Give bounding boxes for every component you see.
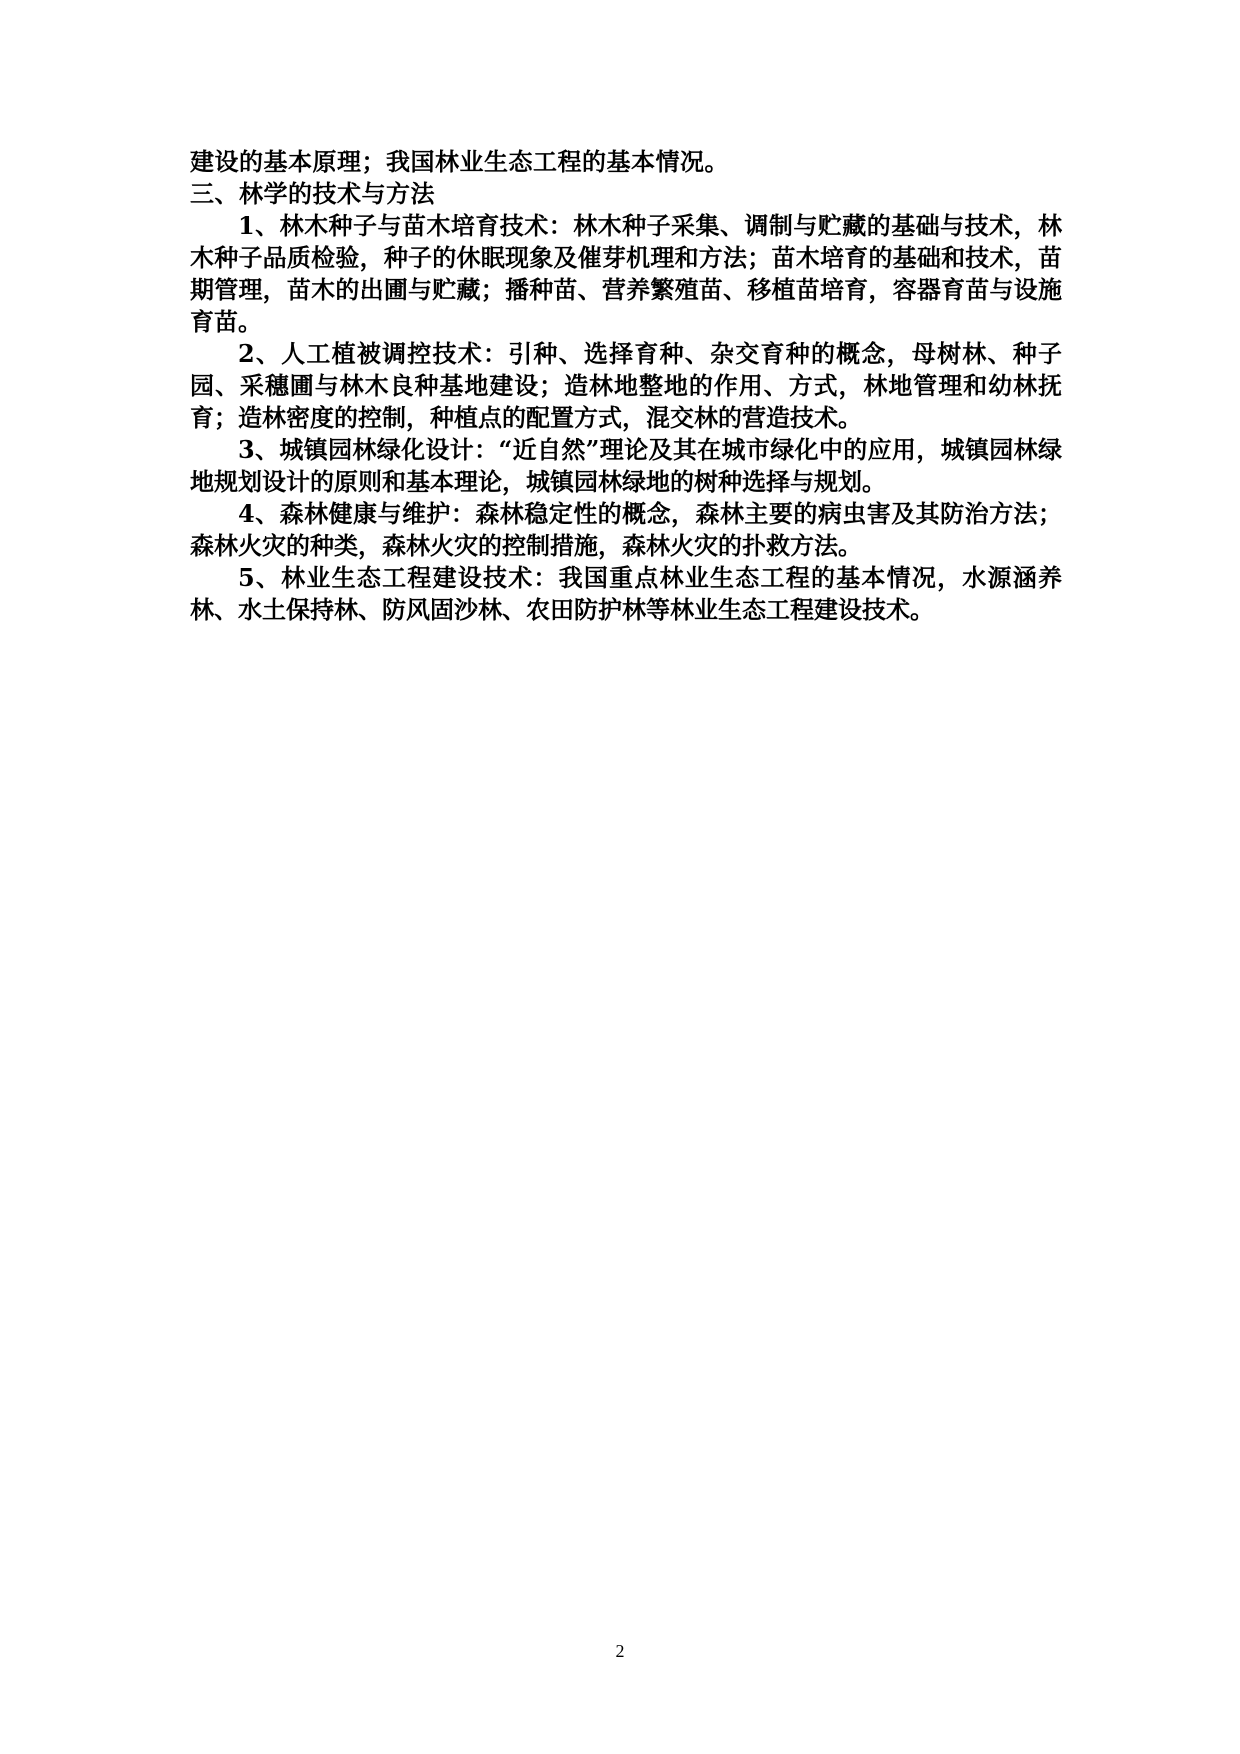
continuation-line: 建设的基本原理；我国林业生态工程的基本情况。	[190, 147, 729, 176]
paragraph-urban-greening: 3、城镇园林绿化设计：“近自然”理论及其在城市绿化中的应用，城镇园林绿地规划设计的原则和基本理论，城镇园林绿地的树种选择与规划。	[190, 435, 1062, 496]
paragraph-eco-engineering: 5、林业生态工程建设技术：我国重点林业生态工程的基本情况，水源涵养林、水土保持林、防风固沙林、农田防护林等林业生态工程建设技术。	[190, 563, 1062, 624]
paragraph-seed-seedling: 1、林木种子与苗木培育技术：林木种子采集、调制与贮藏的基础与技术，林木种子品质检验，种子的休眠现象及催芽机理和方法；苗木培育的基础和技术，苗期管理，苗木的出圃与贮藏；播种苗、营养繁殖苗、移植苗培育，容器育苗与设施育苗。	[190, 211, 1062, 336]
section-heading: 三、林学的技术与方法	[190, 179, 435, 208]
page-number: 2	[615, 1641, 625, 1661]
paragraph-vegetation-control: 2、人工植被调控技术：引种、选择育种、杂交育种的概念，母树林、种子园、采穗圃与林木良种基地建设；造林地整地的作用、方式，林地管理和幼林抚育；造林密度的控制，种植点的配置方式，混交林的营造技术。	[190, 339, 1062, 432]
paragraph-forest-health: 4、森林健康与维护：森林稳定性的概念，森林主要的病虫害及其防治方法；森林火灾的种类，森林火灾的控制措施，森林火灾的扑救方法。	[190, 499, 1062, 560]
page-content	[190, 146, 1062, 626]
